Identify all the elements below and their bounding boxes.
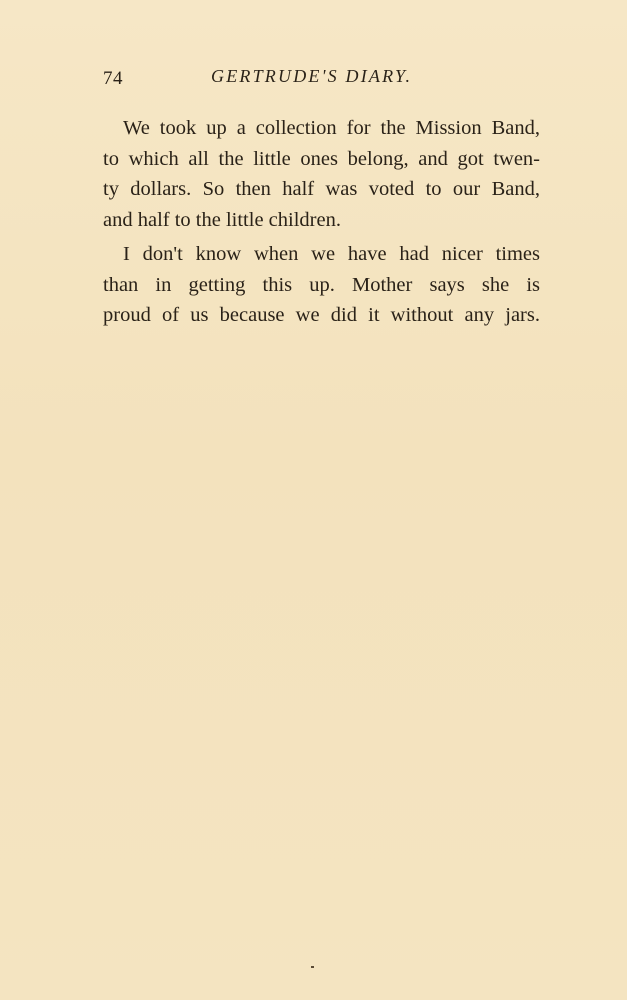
text-line: to which all the little ones belong, and got twen- (103, 147, 540, 170)
running-title: GERTRUDE'S DIARY. (211, 66, 413, 86)
text-line: ty dollars. So then half was voted to our Band, (103, 178, 540, 200)
text-line: proud of us because we did it without any jars. (103, 304, 540, 326)
page-number: 74 (103, 68, 123, 89)
text-line: and half to the little children. (103, 208, 341, 231)
text-line: than in getting this up. Mother says she is (103, 273, 540, 296)
paragraph-1 (103, 113, 540, 235)
text-line: We took up a collection for the Mission Band, (123, 117, 540, 139)
page-header (103, 66, 543, 92)
text-line: I don't know when we have had nicer times (123, 243, 540, 265)
paragraph-2 (103, 239, 540, 331)
footer-mark (311, 966, 314, 968)
body-text (103, 113, 540, 331)
